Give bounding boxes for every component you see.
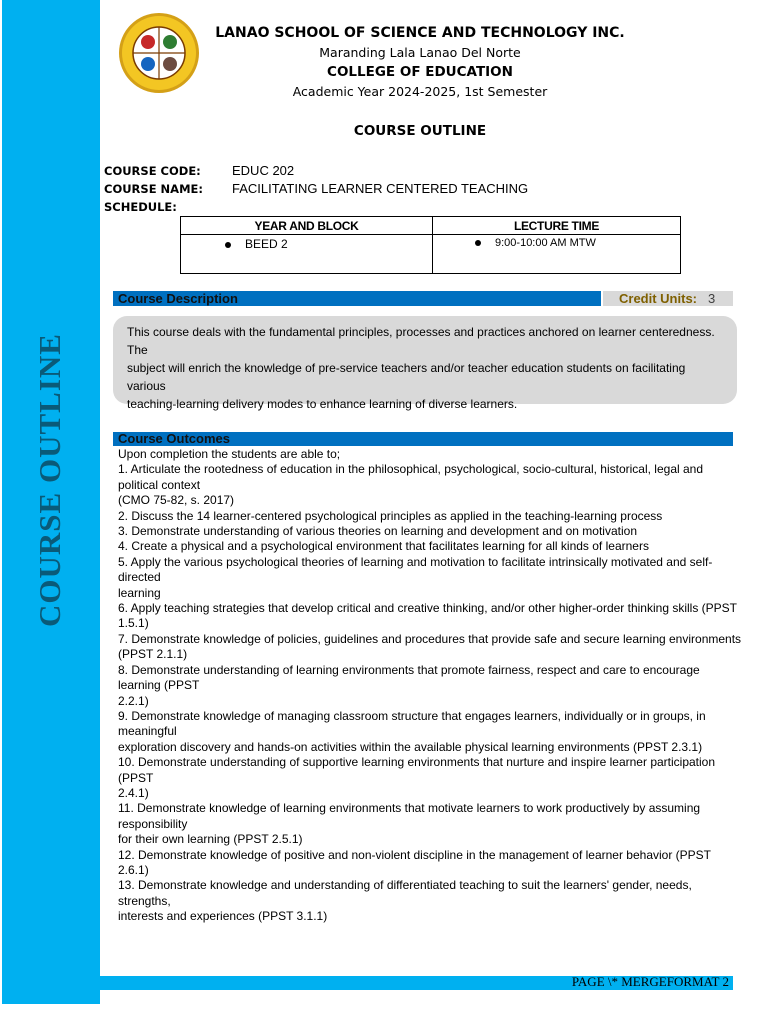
outcome-line: 9. Demonstrate knowledge of managing classroom structure that engages learners, individually or in groups, in xyxy=(118,708,706,723)
page-number-field: PAGE \* MERGEFORMAT 2 xyxy=(571,974,729,989)
outcome-line: Upon completion the students are able to; xyxy=(118,447,341,461)
outcome-line: strengths, xyxy=(118,893,171,908)
course-code-value: EDUC 202 xyxy=(232,163,295,178)
bullet-icon xyxy=(475,240,481,246)
outcome-line: 6. Apply teaching strategies that develop critical and creative thinking, and/or other higher-order thinking skills (PPST xyxy=(118,601,737,616)
outcome-line: (PPST 2.1.1) xyxy=(118,647,188,662)
outcome-line: 3. Demonstrate understanding of various theories on learning and development and on motivation xyxy=(118,524,637,539)
course-outcomes-bar xyxy=(113,432,733,446)
sidebar-vertical-title xyxy=(0,0,98,1004)
outcome-line: 4. Create a physical and a psychological environment that facilitates learning for all kinds of learners xyxy=(118,539,649,554)
outcome-line: interests and experiences (PPST 3.1.1) xyxy=(118,909,328,924)
school-address: Maranding Lala Lanao Del Norte xyxy=(319,45,521,60)
description-line: This course deals with the fundamental principles, processes and practices anchored on learner centeredness. The xyxy=(127,325,715,357)
outcome-line: learning xyxy=(118,585,161,600)
bullet-icon xyxy=(225,242,231,248)
outcome-line: 1. Articulate the rootedness of education in the philosophical, psychological, socio-cultural, historical, legal and xyxy=(118,462,704,477)
outcome-line: responsibility xyxy=(118,816,188,831)
credit-units-box xyxy=(603,291,733,306)
outcome-line: exploration discovery and hands-on activities within the available physical learning environments (PPST 2.3.1) xyxy=(118,739,703,754)
schedule-header-block: YEAR AND BLOCK xyxy=(181,217,433,235)
course-outcomes-list xyxy=(118,447,742,925)
course-code-label: COURSE CODE: xyxy=(104,164,201,178)
outcome-line: directed xyxy=(118,570,161,585)
outcome-line: 11. Demonstrate knowledge of learning environments that motivate learners to work productively by assuming xyxy=(118,801,701,816)
outcome-line: political context xyxy=(118,477,201,492)
outcome-line: (PPST xyxy=(118,770,154,785)
course-outcomes-title: Course Outcomes xyxy=(118,431,230,446)
course-description-bar xyxy=(113,291,601,306)
outcome-line: 12. Demonstrate knowledge of positive and non-violent discipline in the management of learner behavior (PPST xyxy=(118,847,712,862)
outcome-line: learning (PPST xyxy=(118,678,200,693)
outcome-line: 2. Discuss the 14 learner-centered psychological principles as applied in the teaching-learning process xyxy=(118,508,663,523)
description-line: subject will enrich the knowledge of pre-service teachers and/or teacher education students on facilitating various xyxy=(127,361,686,393)
course-name-value: FACILITATING LEARNER CENTERED TEACHING xyxy=(232,181,529,196)
college-name: COLLEGE OF EDUCATION xyxy=(327,64,513,80)
school-logo xyxy=(118,12,200,94)
credit-units-label: Credit Units: xyxy=(619,291,697,306)
document-title: COURSE OUTLINE xyxy=(353,123,487,139)
outcome-line: 2.6.1) xyxy=(118,862,149,877)
school-name: LANAO SCHOOL OF SCIENCE AND TECHNOLOGY INC. xyxy=(215,25,625,41)
outcome-line: 2.4.1) xyxy=(118,785,149,800)
academic-year: Academic Year 2024-2025, 1st Semester xyxy=(292,84,548,99)
schedule-table xyxy=(180,216,681,274)
course-description-title: Course Description xyxy=(118,291,238,306)
vertical-title-text: COURSE OUTLINE xyxy=(32,333,67,627)
outcome-line: meaningful xyxy=(118,724,177,739)
schedule-cell-block xyxy=(181,235,433,274)
outcome-line: 5. Apply the various psychological theories of learning and motivation to facilitate intrinsically motivated and self- xyxy=(118,554,713,569)
outcome-line: (CMO 75-82, s. 2017) xyxy=(118,493,235,508)
block-text: BEED 2 xyxy=(245,237,288,251)
outcome-line: 10. Demonstrate understanding of supportive learning environments that nurture and inspire learner participation xyxy=(118,755,716,770)
outcome-line: 2.2.1) xyxy=(118,693,149,708)
outcome-line: 7. Demonstrate knowledge of policies, guidelines and procedures that provide safe and secure learning environments xyxy=(118,631,742,646)
outcome-line: 13. Demonstrate knowledge and understanding of differentiated teaching to suit the learners' gender, needs, xyxy=(118,878,692,893)
description-line: teaching-learning delivery modes to enhance learning of diverse learners. xyxy=(127,397,518,411)
schedule-label: SCHEDULE: xyxy=(104,200,177,214)
footer-bar xyxy=(100,976,733,990)
outcome-line: for their own learning (PPST 2.5.1) xyxy=(118,832,303,847)
schedule-cell-time xyxy=(433,235,681,274)
course-description-box xyxy=(113,316,737,411)
course-name-label: COURSE NAME: xyxy=(104,182,203,196)
credit-units-value: 3 xyxy=(708,291,716,306)
schedule-header-time: LECTURE TIME xyxy=(433,217,681,235)
outcome-line: 1.5.1) xyxy=(118,616,149,631)
time-text: 9:00-10:00 AM MTW xyxy=(495,237,596,249)
outcome-line: 8. Demonstrate understanding of learning environments that promote fairness, respect and care to encourage xyxy=(118,662,700,677)
